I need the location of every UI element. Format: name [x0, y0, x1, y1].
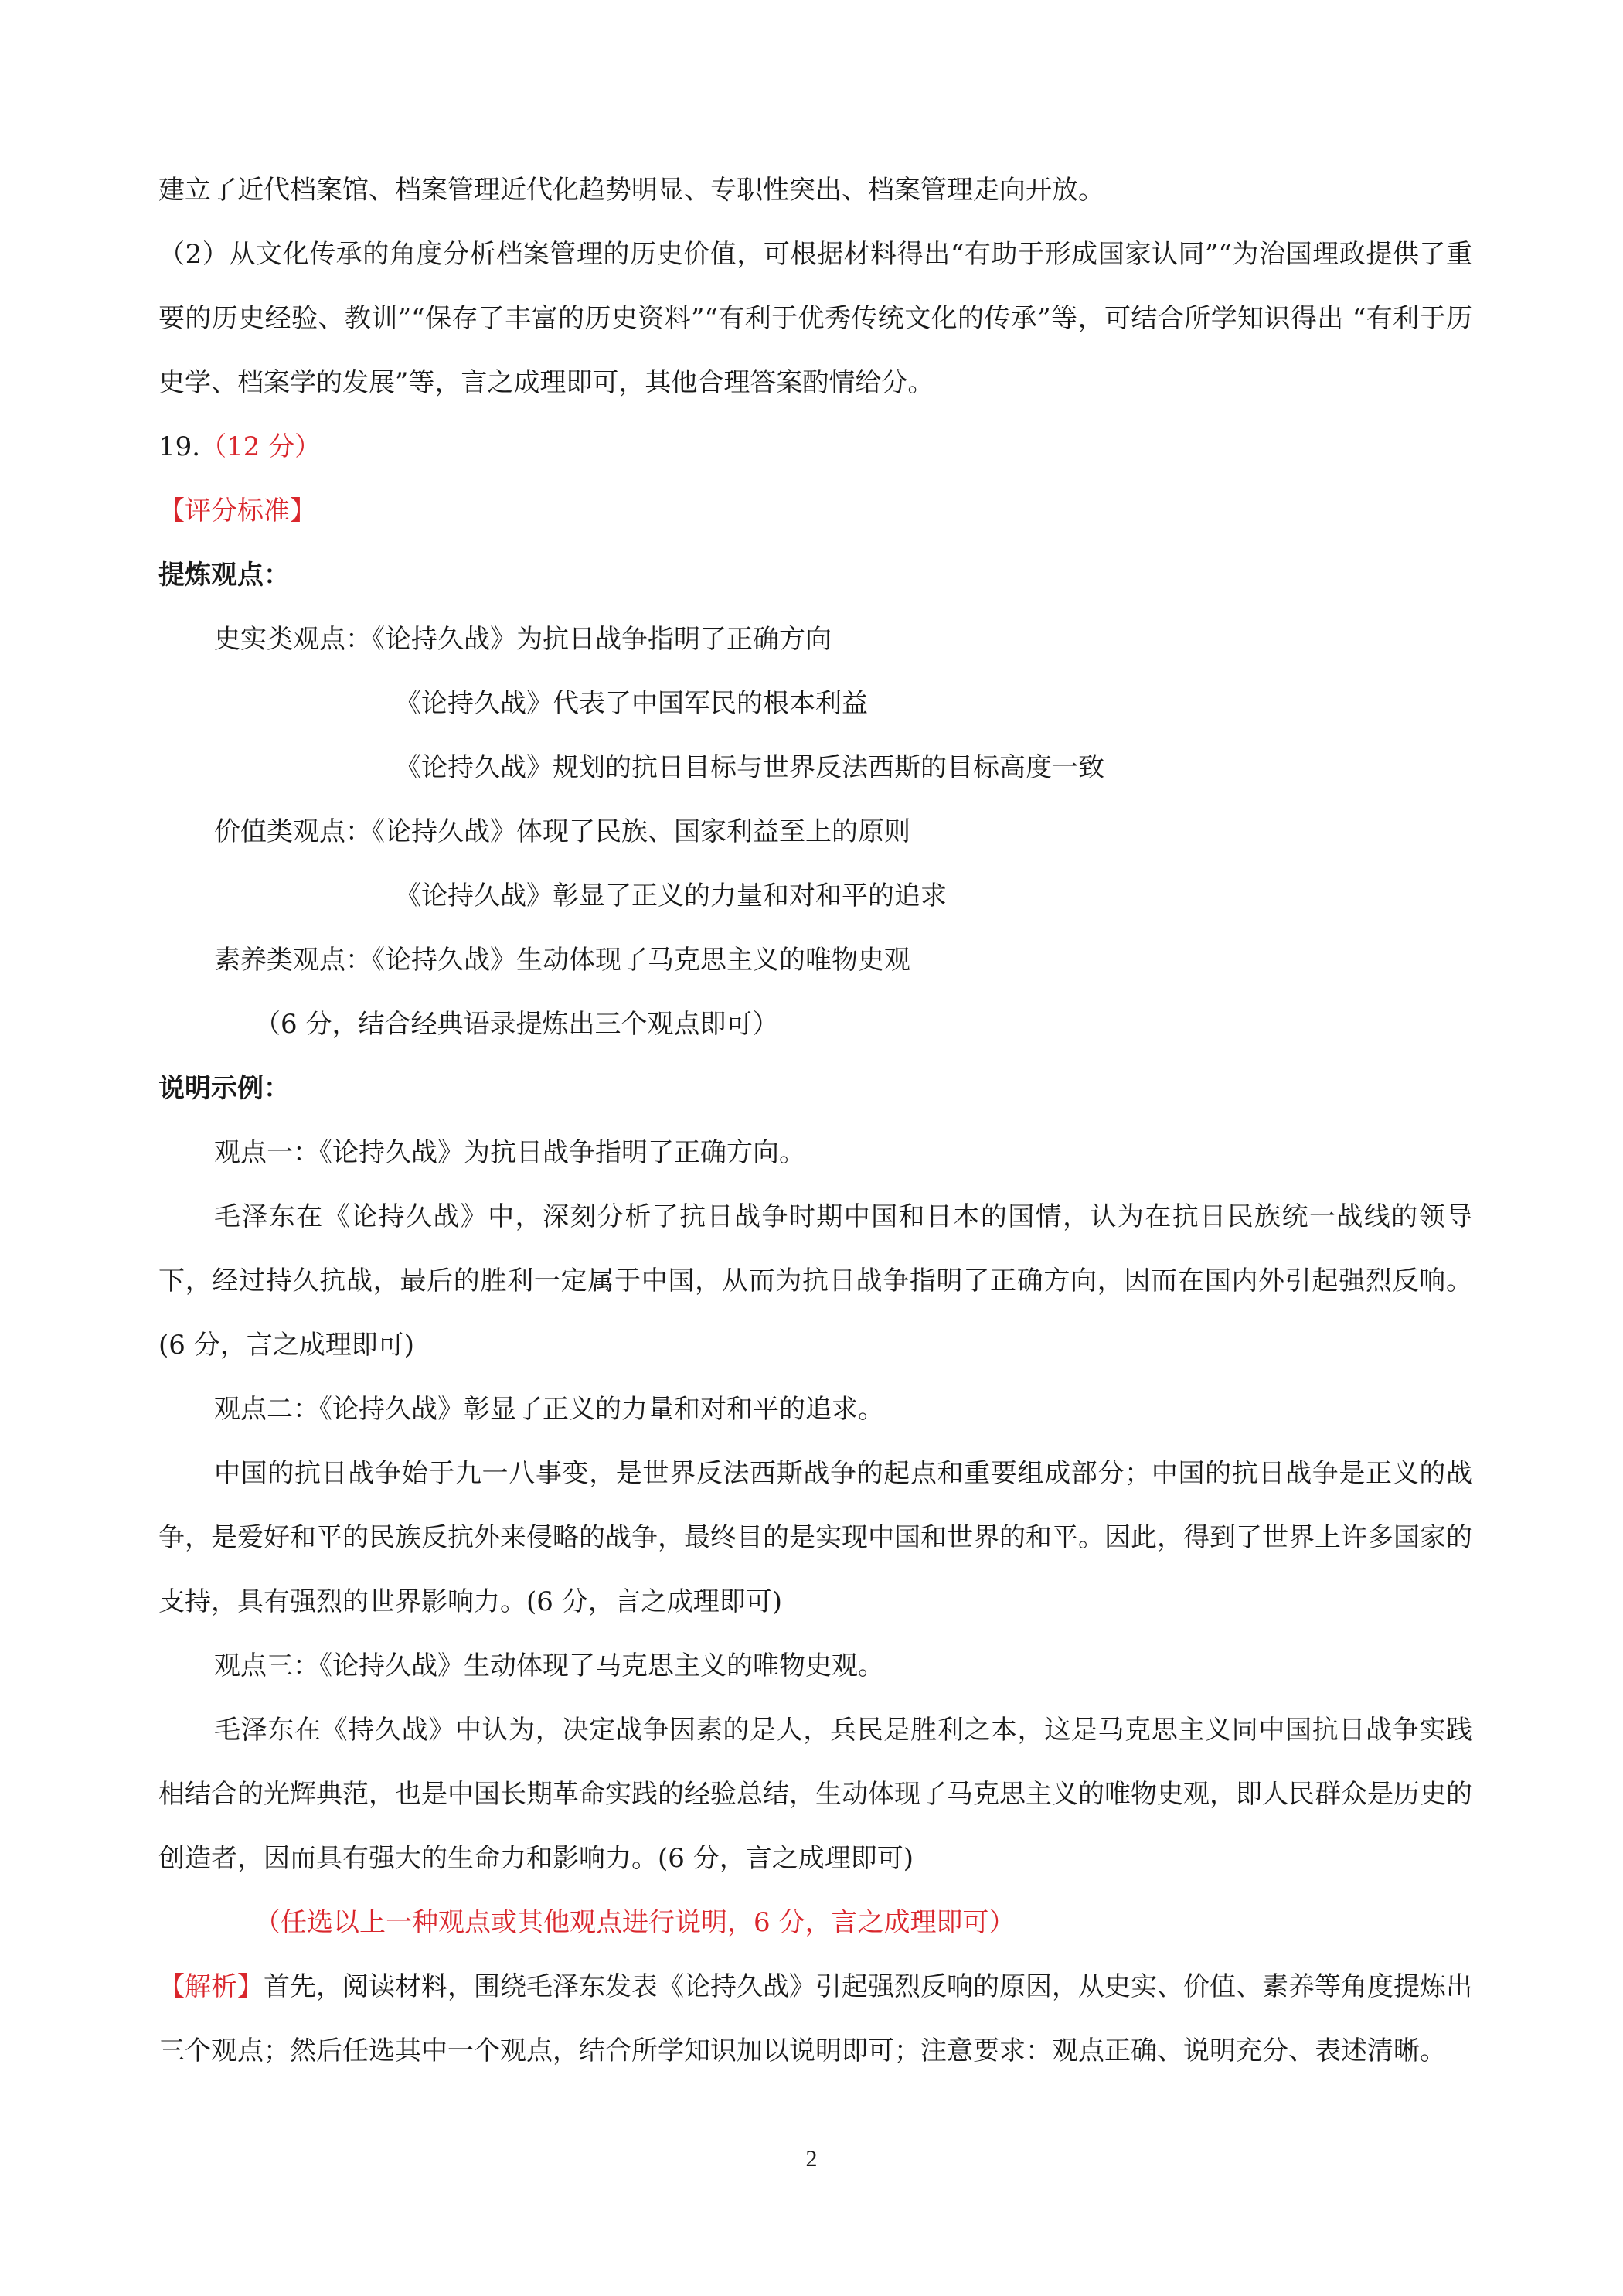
choose-note: （任选以上一种观点或其他观点进行说明，6 分，言之成理即可） — [254, 1907, 1016, 1938]
fact-view-1: 史实类观点：《论持久战》为抗日战争指明了正确方向 — [214, 624, 832, 655]
value-view-2: 《论持久战》彰显了正义的力量和对和平的追求 — [395, 881, 947, 911]
analysis-paragraph — [158, 1955, 1472, 2083]
q18-part2: （2）从文化传承的角度分析档案管理的历史价值，可根据材料得出“有助于形成国家认同”“为治国理政提供了重要的历史经验、教训”“保存了丰富的历史资料”“有利于优秀传统文化的传承”等，可结合所学知识得出 “有利于历史学、档案学的发展”等，言之成理即可，其他合理答案酌情给分。 — [158, 239, 1472, 398]
analysis-body: 首先，阅读材料，围绕毛泽东发表《论持久战》引起强烈反响的原因，从史实、价值、素养等角度提炼出三个观点；然后任选其中一个观点，结合所学知识加以说明即可；注意要求：观点正确、说明充分、表述清晰。 — [158, 1971, 1472, 2066]
question-number: 19. — [158, 431, 201, 462]
fact-view-3: 《论持久战》规划的抗日目标与世界反法西斯的目标高度一致 — [395, 752, 1104, 783]
fact-view-2: 《论持久战》代表了中国军民的根本利益 — [395, 688, 868, 719]
refine-heading: 提炼观点： — [158, 560, 290, 591]
refine-note: （6 分，结合经典语录提炼出三个观点即可） — [254, 1009, 779, 1040]
answer-content — [158, 158, 1472, 2083]
example-1-title: 观点一：《论持久战》为抗日战争指明了正确方向。 — [214, 1137, 805, 1168]
q18-part1-tail: 建立了近代档案馆、档案管理近代化趋势明显、专职性突出、档案管理走向开放。 — [158, 175, 1104, 206]
scoring-standard-tag: 【评分标准】 — [158, 496, 316, 526]
literacy-view: 素养类观点：《论持久战》生动体现了马克思主义的唯物史观 — [214, 945, 910, 976]
question-score: （12 分） — [200, 431, 322, 462]
analysis-tag: 【解析】 — [158, 1971, 264, 2002]
example-2-body: 中国的抗日战争始于九一八事变，是世界反法西斯战争的起点和重要组成部分；中国的抗日战争是正义的战争，是爱好和平的民族反抗外来侵略的战争，最终目的是实现中国和世界的和平。因此，得到了世界上许多国家的支持，具有强烈的世界影响力。(6 分，言之成理即可) — [158, 1458, 1472, 1617]
example-1-body: 毛泽东在《论持久战》中，深刻分析了抗日战争时期中国和日本的国情，认为在抗日民族统一战线的领导下，经过持久抗战，最后的胜利一定属于中国，从而为抗日战争指明了正确方向，因而在国内外引起强烈反响。(6 分，言之成理即可) — [158, 1201, 1472, 1361]
page-number: 2 — [805, 2146, 818, 2172]
example-3-title: 观点三：《论持久战》生动体现了马克思主义的唯物史观。 — [214, 1650, 884, 1681]
q19-header — [158, 415, 1472, 479]
value-view-1: 价值类观点：《论持久战》体现了民族、国家利益至上的原则 — [214, 816, 910, 847]
explain-heading: 说明示例： — [158, 1073, 290, 1104]
example-2-title: 观点二：《论持久战》彰显了正义的力量和对和平的追求。 — [214, 1394, 884, 1425]
example-3-body: 毛泽东在《持久战》中认为，决定战争因素的是人，兵民是胜利之本，这是马克思主义同中国抗日战争实践相结合的光辉典范，也是中国长期革命实践的经验总结，生动体现了马克思主义的唯物史观，即人民群众是历史的创造者，因而具有强大的生命力和影响力。(6 分，言之成理即可) — [158, 1715, 1472, 1874]
